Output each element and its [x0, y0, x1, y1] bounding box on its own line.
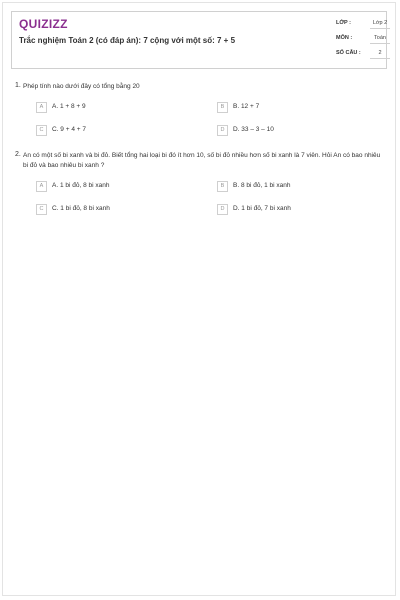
- meta-row-grade: [336, 18, 390, 33]
- meta-label-subject: MÔN :: [336, 35, 353, 41]
- worksheet-meta: [336, 18, 390, 63]
- worksheet-title: Trắc nghiệm Toán 2 (có đáp án): 7 cộng với một số: 7 + 5: [19, 36, 236, 45]
- question-2: [15, 151, 385, 221]
- option-text: C. 9 + 4 + 7: [52, 126, 86, 133]
- meta-row-subject: [336, 33, 390, 48]
- quizizz-logo: QUIZIZZ: [19, 17, 68, 31]
- option-b[interactable]: [217, 181, 387, 192]
- option-text: A. 1 + 8 + 9: [52, 103, 86, 110]
- option-letter-box: D: [217, 125, 228, 136]
- question-text: An có một số bi xanh và bi đỏ. Biết tổng hai loại bi đó ít hơn 10, số bi đỏ nhiều hơn số bi xanh là 7 viên. Hỏi An có bao nhiêu bi đỏ và bao nhiêu bi xanh ?: [23, 152, 381, 169]
- option-letter-box: D: [217, 204, 228, 215]
- question-number: 2.: [15, 151, 21, 158]
- option-c[interactable]: [36, 125, 206, 136]
- meta-label-question-count: SỐ CÂU :: [336, 50, 361, 56]
- meta-value-question-count: 2: [370, 50, 390, 59]
- option-text: B. 8 bi đỏ, 1 bi xanh: [233, 182, 291, 189]
- option-b[interactable]: [217, 102, 387, 113]
- option-letter-box: C: [36, 125, 47, 136]
- option-a[interactable]: [36, 181, 206, 192]
- worksheet-page: [2, 2, 396, 596]
- question-number: 1.: [15, 82, 21, 89]
- option-a[interactable]: [36, 102, 206, 113]
- option-letter-box: A: [36, 181, 47, 192]
- option-c[interactable]: [36, 204, 206, 215]
- meta-value-grade: Lớp 2: [370, 20, 390, 29]
- worksheet-header: [11, 11, 387, 69]
- meta-label-grade: LỚP :: [336, 20, 351, 26]
- option-d[interactable]: [217, 204, 387, 215]
- meta-value-subject: Toán: [370, 35, 390, 44]
- option-letter-box: C: [36, 204, 47, 215]
- option-text: D. 33 – 3 – 10: [233, 126, 274, 133]
- option-text: A. 1 bi đỏ, 8 bi xanh: [52, 182, 110, 189]
- option-letter-box: B: [217, 181, 228, 192]
- question-1: [15, 82, 385, 142]
- option-letter-box: A: [36, 102, 47, 113]
- option-text: B. 12 + 7: [233, 103, 260, 110]
- option-d[interactable]: [217, 125, 387, 136]
- option-text: C. 1 bi đỏ, 8 bi xanh: [52, 205, 110, 212]
- option-letter-box: B: [217, 102, 228, 113]
- meta-row-question-count: [336, 48, 390, 63]
- question-text: Phép tính nào dưới đây có tổng bằng 20: [23, 83, 140, 90]
- option-text: D. 1 bi đỏ, 7 bi xanh: [233, 205, 291, 212]
